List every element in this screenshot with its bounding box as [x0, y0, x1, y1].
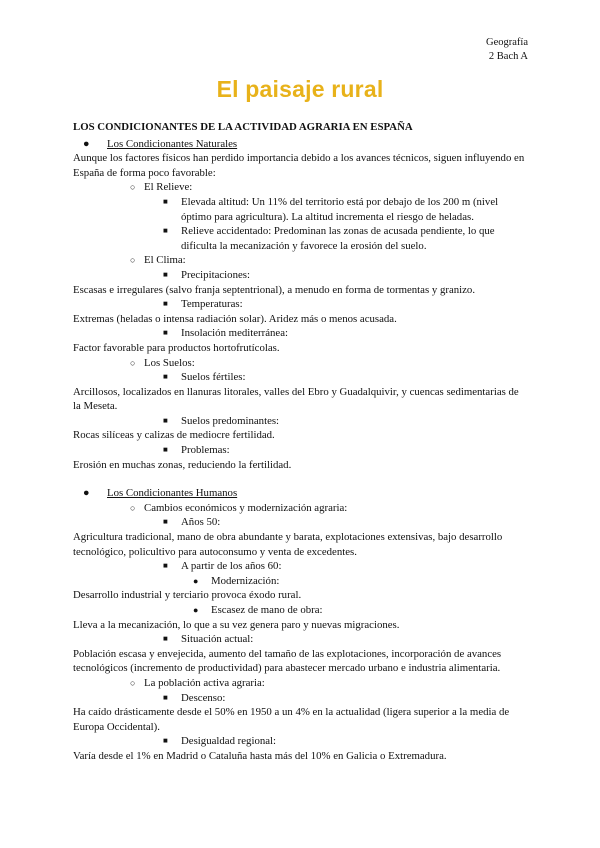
square-bullet-icon: ■ [163, 445, 168, 455]
cambios-item [73, 501, 528, 516]
problemas-text: Erosión en muchas zonas, reduciendo la fertilidad. [73, 458, 292, 471]
problemas-item [73, 443, 528, 458]
square-bullet-icon: ■ [163, 736, 168, 746]
header-course: 2 Bach A [488, 51, 528, 62]
partir60-label: A partir de los años 60: [181, 560, 282, 573]
relieve-item [73, 180, 528, 195]
naturales-intro: Aunque los factores físicos han perdido importancia debido a los avances técnicos, siguen influyendo en España de forma poco favorable: [73, 152, 525, 179]
humanos-heading-item [73, 486, 528, 501]
temperaturas-label: Temperaturas: [181, 298, 243, 311]
escasez-item [73, 603, 528, 618]
square-bullet-icon: ■ [163, 196, 168, 206]
square-bullet-icon: ■ [163, 415, 168, 425]
circle-bullet-icon: ○ [130, 255, 136, 266]
precipitaciones-item [73, 268, 528, 283]
insolacion-label: Insolación mediterránea: [181, 327, 289, 340]
relieve-label: El Relieve: [144, 181, 193, 194]
clima-item [73, 253, 528, 268]
descenso-label: Descenso: [181, 691, 226, 704]
humanos-heading: Los Condicionantes Humanos [107, 487, 238, 500]
modernizacion-item [73, 574, 528, 589]
relieve-subitem-altitud [73, 195, 528, 224]
anos50-label: Años 50: [181, 516, 221, 529]
actual-item [73, 632, 528, 647]
circle-bullet-icon: ○ [130, 502, 136, 513]
square-bullet-icon: ■ [163, 328, 168, 338]
suelos-predominantes-text: Rocas silíceas y calizas de mediocre fertilidad. [73, 429, 275, 442]
actual-text: Población escasa y envejecida, aumento del tamaño de las explotaciones, incorporación de avances tecnológicos (incremento de productividad) para abastecer mercado urbano e industria alimentaria. [73, 647, 502, 675]
relieve-altitud-text: Elevada altitud: Un 11% del territorio está por debajo de los 200 m (nivel óptimo para agricultura). La altitud incrementa el riesgo de heladas. [181, 195, 499, 223]
square-bullet-icon: ■ [163, 372, 168, 382]
bullet-icon: ● [83, 487, 90, 500]
section-heading: LOS CONDICIONANTES DE LA ACTIVIDAD AGRARIA EN ESPAÑA [73, 121, 413, 133]
suelos-fertiles-text: Arcillosos, localizados en llanuras litorales, valles del Ebro y Guadalquivir, y cuencas sedimentarias de la Meseta. [73, 385, 519, 413]
poblacion-item [73, 676, 528, 691]
document-body [73, 120, 528, 764]
circle-bullet-icon: ○ [130, 357, 136, 368]
suelos-item [73, 356, 528, 371]
precipitaciones-label: Precipitaciones: [181, 268, 250, 281]
square-bullet-icon: ■ [163, 299, 168, 309]
desigualdad-label: Desigualdad regional: [181, 735, 277, 748]
suelos-predominantes-label: Suelos predominantes: [181, 414, 280, 427]
naturales-heading: Los Condicionantes Naturales [107, 137, 238, 150]
precipitaciones-text: Escasas e irregulares (salvo franja septentrional), a menudo en forma de tormentas y granizo. [73, 283, 476, 296]
actual-label: Situación actual: [181, 633, 254, 646]
square-bullet-icon: ■ [163, 517, 168, 527]
partir60-item [73, 559, 528, 574]
page-title: El paisaje rural [216, 76, 384, 102]
anos50-text: Agricultura tradicional, mano de obra abundante y barata, explotaciones extensivas, bajo desarrollo tecnológico, policultivo para autoconsumo y venta de excedentes. [73, 531, 503, 558]
relieve-accidentado-text: Relieve accidentado: Predominan las zonas de acusada pendiente, lo que dificulta la mecanización y favorece la erosión del suelo. [181, 225, 495, 252]
descenso-text: Ha caído drásticamente desde el 50% en 1950 a un 4% en la actualidad (ligera superior a la media de Europa Occidental). [73, 706, 510, 733]
poblacion-label: La población activa agraria: [144, 676, 265, 689]
square-bullet-icon: ■ [163, 226, 168, 236]
circle-bullet-icon: ○ [130, 677, 136, 688]
square-bullet-icon: ■ [163, 692, 168, 702]
modernizacion-text: Desarrollo industrial y terciario provoca éxodo rural. [73, 589, 302, 602]
insolacion-text: Factor favorable para productos hortofrutícolas. [73, 341, 280, 354]
anos50-item [73, 515, 528, 530]
suelos-fertiles-item [73, 370, 528, 385]
suelos-predominantes-item [73, 414, 528, 429]
naturales-heading-item [73, 137, 528, 152]
desigualdad-item [73, 734, 528, 749]
cambios-label: Cambios económicos y modernización agraria: [144, 501, 348, 514]
bullet-icon: ● [193, 605, 199, 615]
descenso-item [73, 691, 528, 706]
escasez-text: Lleva a la mecanización, lo que a su vez genera paro y nuevas migraciones. [73, 618, 400, 631]
escasez-label: Escasez de mano de obra: [211, 604, 323, 616]
desigualdad-text: Varía desde el 1% en Madrid o Cataluña hasta más del 10% en Galicia o Extremadura. [73, 749, 447, 762]
header-subject: Geografía [486, 37, 528, 48]
relieve-subitem-accidentado [73, 224, 528, 253]
page-header [486, 36, 528, 64]
square-bullet-icon: ■ [163, 561, 168, 571]
insolacion-item [73, 326, 528, 341]
problemas-label: Problemas: [181, 444, 230, 457]
square-bullet-icon: ■ [163, 269, 168, 279]
circle-bullet-icon: ○ [130, 182, 136, 193]
suelos-label: Los Suelos: [144, 356, 195, 369]
section-spacer [73, 472, 528, 486]
temperaturas-text: Extremas (heladas o intensa radiación solar). Aridez más o menos acusada. [73, 312, 397, 325]
suelos-fertiles-label: Suelos fértiles: [181, 371, 246, 384]
temperaturas-item [73, 297, 528, 312]
square-bullet-icon: ■ [163, 634, 168, 644]
bullet-icon: ● [83, 137, 90, 150]
clima-label: El Clima: [144, 254, 186, 267]
bullet-icon: ● [193, 575, 199, 586]
modernizacion-label: Modernización: [211, 574, 280, 587]
